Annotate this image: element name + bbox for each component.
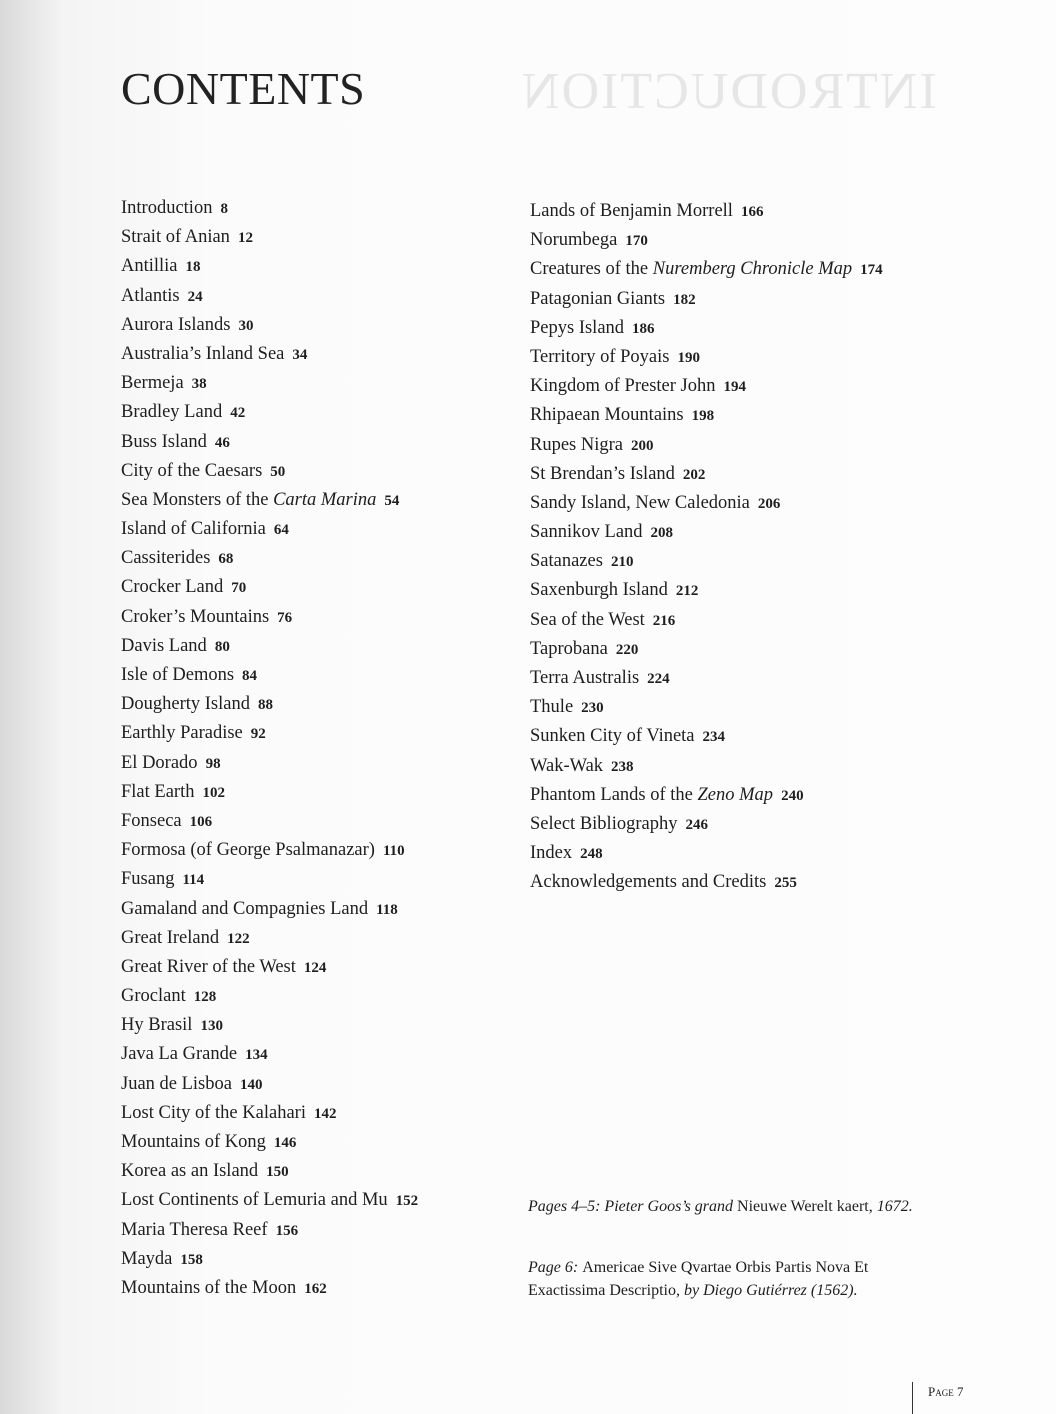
entry-title: Rupes Nigra: [530, 434, 623, 455]
contents-entry: [121, 428, 418, 457]
contents-entry: [121, 924, 418, 953]
entry-page-number: 255: [774, 875, 797, 892]
contents-entry: [121, 807, 418, 836]
entry-page-number: 142: [313, 1105, 337, 1122]
contents-entry: [121, 1245, 418, 1274]
contents-entry: [530, 431, 883, 460]
entry-title: Great Ireland: [121, 927, 220, 948]
entry-page-number: 68: [218, 551, 234, 568]
entry-title: Mountains of the Moon: [121, 1277, 297, 1298]
contents-entry: [121, 282, 418, 311]
contents-entry: [121, 1128, 418, 1157]
entry-title: Fonseca: [121, 810, 182, 831]
contents-entry: [530, 460, 883, 489]
entry-page-number: 166: [740, 204, 764, 220]
contents-entry: [121, 340, 418, 369]
entry-title: Island of California: [121, 519, 266, 540]
contents-entry: [121, 865, 418, 894]
entry-title: Groclant: [121, 986, 186, 1007]
entry-title: Flat Earth: [121, 781, 195, 802]
entry-title: Buss Island: [121, 431, 207, 452]
entry-page-number: 170: [625, 233, 648, 250]
entry-title: Saxenburgh Island: [530, 580, 668, 601]
entry-title: Lands of Benjamin Morrell: [530, 201, 733, 221]
contents-entry: [121, 457, 418, 486]
contents-entry: [530, 518, 883, 547]
entry-page-number: 156: [275, 1222, 299, 1239]
entry-page-number: 208: [650, 525, 674, 542]
entry-title: Atlantis: [121, 285, 180, 306]
caption-pages-4-5: [528, 1195, 948, 1218]
caption-text: 1672.: [876, 1198, 913, 1215]
entry-page-number: 240: [781, 787, 804, 804]
contents-entry: [530, 372, 883, 401]
entry-title: Territory of Poyais: [530, 346, 670, 367]
entry-title: Bermeja: [121, 373, 184, 394]
entry-page-number: 80: [214, 638, 230, 655]
entry-page-number: 50: [270, 463, 286, 480]
entry-title: Patagonian Giants: [530, 288, 666, 309]
contents-entry: [121, 1186, 418, 1215]
entry-page-number: 174: [860, 262, 883, 279]
entry-title: Taprobana: [530, 638, 608, 659]
entry-title-italic: Zeno Map: [697, 784, 774, 805]
entry-page-number: 130: [200, 1018, 223, 1035]
caption-text: Pages 4–5: Pieter Goos’s grand: [528, 1198, 738, 1215]
entry-title: Earthly Paradise: [121, 723, 243, 744]
contents-entry: [530, 343, 883, 372]
page-title: CONTENTS: [121, 63, 366, 114]
contents-entry: [530, 285, 883, 314]
entry-title: Cassiterides: [121, 548, 211, 569]
contents-entry: [121, 1216, 418, 1245]
entry-page-number: 70: [231, 580, 247, 597]
contents-entry: [121, 632, 418, 661]
entry-page-number: 98: [205, 755, 221, 772]
entry-title: Pepys Island: [530, 317, 625, 338]
contents-entry: [121, 836, 418, 865]
contents-entry: [530, 401, 883, 430]
entry-page-number: 106: [189, 813, 213, 830]
contents-entry: [121, 690, 418, 719]
entry-title: Sea of the West: [530, 609, 645, 630]
contents-entry: [121, 515, 418, 544]
entry-page-number: 202: [682, 466, 706, 483]
entry-page-number: 46: [214, 434, 230, 451]
contents-entry: [121, 194, 418, 223]
entry-title: Bradley Land: [121, 402, 223, 423]
contents-entry: [121, 573, 418, 602]
entry-title: Satanazes: [530, 551, 603, 572]
entry-title: Antillia: [121, 256, 178, 277]
contents-entry: [121, 1011, 418, 1040]
entry-page-number: 186: [632, 320, 655, 337]
entry-title: Hy Brasil: [121, 1015, 193, 1036]
entry-page-number: 190: [677, 349, 700, 366]
entry-title: Mayda: [121, 1248, 173, 1269]
contents-entry: [530, 752, 883, 781]
entry-page-number: 122: [227, 930, 250, 947]
entry-title: Sea Monsters of the: [121, 489, 274, 510]
entry-page-number: 8: [220, 201, 228, 217]
contents-entry: [121, 1157, 418, 1186]
entry-title: Wak-Wak: [530, 755, 604, 776]
contents-entry: [530, 576, 883, 605]
entry-page-number: 24: [187, 288, 203, 305]
entry-page-number: 198: [691, 408, 715, 425]
entry-title-italic: Nuremberg Chronicle Map: [652, 259, 853, 280]
entry-page-number: 158: [180, 1251, 203, 1268]
contents-entry: [121, 398, 418, 427]
caption-text: Page 6:: [528, 1259, 583, 1276]
entry-page-number: 134: [245, 1047, 268, 1064]
entry-page-number: 114: [182, 872, 205, 889]
entry-page-number: 162: [304, 1280, 327, 1297]
entry-page-number: 92: [250, 726, 266, 743]
contents-entry: [530, 314, 883, 343]
entry-page-number: 246: [685, 816, 708, 833]
entry-page-number: 38: [191, 376, 207, 393]
entry-title: St Brendan’s Island: [530, 463, 675, 484]
entry-title: Strait of Anian: [121, 227, 230, 248]
contents-entry: [530, 664, 883, 693]
contents-entry: [530, 547, 883, 576]
entry-page-number: 34: [292, 346, 308, 363]
contents-entry: [121, 1040, 418, 1069]
contents-entry: [121, 749, 418, 778]
contents-entry: [530, 226, 883, 255]
caption-text: Nieuwe Werelt kaert,: [737, 1198, 877, 1215]
entry-title: Australia’s Inland Sea: [121, 343, 285, 364]
contents-entry: [530, 635, 883, 664]
contents-entry: [530, 722, 883, 751]
entry-title: Great River of the West: [121, 956, 296, 977]
caption-text: by Diego Gutiérrez (1562).: [683, 1282, 858, 1299]
contents-entry: [121, 661, 418, 690]
contents-entry: [121, 544, 418, 573]
caption-page-6: [528, 1256, 948, 1302]
entry-page-number: 42: [230, 405, 246, 422]
entry-title: Aurora Islands: [121, 314, 231, 335]
contents-entry: [121, 719, 418, 748]
entry-title: Sannikov Land: [530, 522, 643, 543]
entry-title: Formosa (of George Psalmanazar): [121, 840, 375, 861]
entry-title: Phantom Lands of the: [530, 784, 698, 805]
entry-title: Select Bibliography: [530, 813, 678, 834]
entry-page-number: 140: [239, 1076, 263, 1093]
entry-page-number: 152: [395, 1193, 419, 1210]
entry-page-number: 220: [615, 641, 639, 658]
entry-page-number: 182: [673, 291, 696, 308]
entry-page-number: 216: [652, 612, 676, 629]
entry-title-italic: Carta Marina: [273, 489, 377, 510]
entry-title: Kingdom of Prester John: [530, 376, 716, 397]
contents-entry: [530, 810, 883, 839]
contents-entry: [530, 197, 883, 226]
entry-page-number: 64: [273, 522, 289, 539]
contents-list-right: [530, 197, 883, 898]
entry-page-number: 54: [384, 492, 400, 509]
entry-page-number: 128: [193, 989, 217, 1006]
entry-title: Korea as an Island: [121, 1161, 259, 1182]
contents-entry: [530, 255, 883, 284]
entry-page-number: 76: [277, 609, 293, 626]
entry-title: El Dorado: [121, 752, 198, 773]
entry-title: Dougherty Island: [121, 694, 250, 715]
entry-page-number: 234: [702, 729, 726, 746]
contents-entry: [121, 486, 418, 515]
contents-entry: [530, 868, 883, 897]
contents-entry: [121, 895, 418, 924]
entry-title: Maria Theresa Reef: [121, 1219, 268, 1240]
entry-page-number: 230: [581, 700, 604, 717]
contents-entry: [121, 982, 418, 1011]
entry-title: Creatures of the: [530, 259, 653, 280]
contents-entry: [121, 1274, 418, 1303]
entry-page-number: 18: [185, 259, 201, 276]
entry-page-number: 212: [675, 583, 699, 600]
entry-page-number: 30: [238, 317, 254, 334]
contents-entry: [530, 781, 883, 810]
contents-entry: [121, 311, 418, 340]
entry-title: Acknowledgements and Credits: [530, 872, 767, 893]
entry-page-number: 194: [723, 379, 746, 396]
entry-title: Gamaland and Compagnies Land: [121, 898, 369, 919]
entry-page-number: 224: [647, 671, 670, 687]
contents-entry: [530, 606, 883, 635]
entry-title: Lost Continents of Lemuria and Mu: [121, 1190, 388, 1211]
entry-title: Introduction: [121, 198, 213, 218]
entry-title: Terra Australis: [530, 668, 640, 688]
entry-title: Mountains of Kong: [121, 1132, 266, 1152]
entry-page-number: 248: [580, 846, 603, 863]
entry-page-number: 146: [273, 1135, 297, 1151]
contents-entry: [121, 252, 418, 281]
entry-title: Crocker Land: [121, 577, 224, 598]
entry-title: Davis Land: [121, 635, 207, 656]
entry-title: Index: [530, 843, 573, 864]
page-number: Page 7: [928, 1384, 964, 1399]
entry-page-number: 88: [257, 697, 273, 714]
entry-title: Lost City of the Kalahari: [121, 1102, 306, 1123]
folio-rule: [912, 1382, 913, 1414]
contents-entry: [121, 1070, 418, 1099]
contents-entry: [121, 369, 418, 398]
entry-page-number: 102: [202, 784, 225, 801]
entry-title: Sandy Island, New Caledonia: [530, 492, 750, 513]
entry-page-number: 84: [242, 668, 258, 684]
entry-page-number: 150: [266, 1164, 289, 1181]
caption-text: Americae Sive Qvartae Orbis Partis Nova Et Exactissima Descriptio,: [528, 1259, 869, 1299]
entry-page-number: 124: [303, 959, 327, 976]
contents-entry: [121, 778, 418, 807]
entry-title: Thule: [530, 697, 574, 718]
contents-entry: [530, 839, 883, 868]
entry-page-number: 200: [631, 437, 654, 454]
show-through-text: INTRODUCTION: [520, 63, 937, 120]
contents-entry: [121, 603, 418, 632]
entry-page-number: 210: [610, 554, 634, 571]
entry-page-number: 118: [376, 901, 398, 918]
contents-entry: [530, 489, 883, 518]
contents-list-left: [121, 194, 418, 1303]
entry-title: City of the Caesars: [121, 460, 263, 481]
entry-title: Croker’s Mountains: [121, 606, 270, 627]
entry-title: Juan de Lisboa: [121, 1073, 232, 1094]
contents-entry: [121, 223, 418, 252]
entry-title: Java La Grande: [121, 1044, 238, 1065]
contents-entry: [121, 1099, 418, 1128]
entry-page-number: 238: [611, 758, 634, 775]
entry-title: Rhipaean Mountains: [530, 405, 684, 426]
entry-page-number: 206: [757, 495, 781, 512]
entry-page-number: 12: [237, 230, 253, 247]
entry-title: Sunken City of Vineta: [530, 726, 695, 747]
contents-entry: [530, 693, 883, 722]
entry-title: Fusang: [121, 869, 175, 890]
entry-page-number: 110: [382, 843, 405, 860]
contents-entry: [121, 953, 418, 982]
entry-title: Isle of Demons: [121, 665, 235, 685]
entry-title: Norumbega: [530, 230, 618, 251]
